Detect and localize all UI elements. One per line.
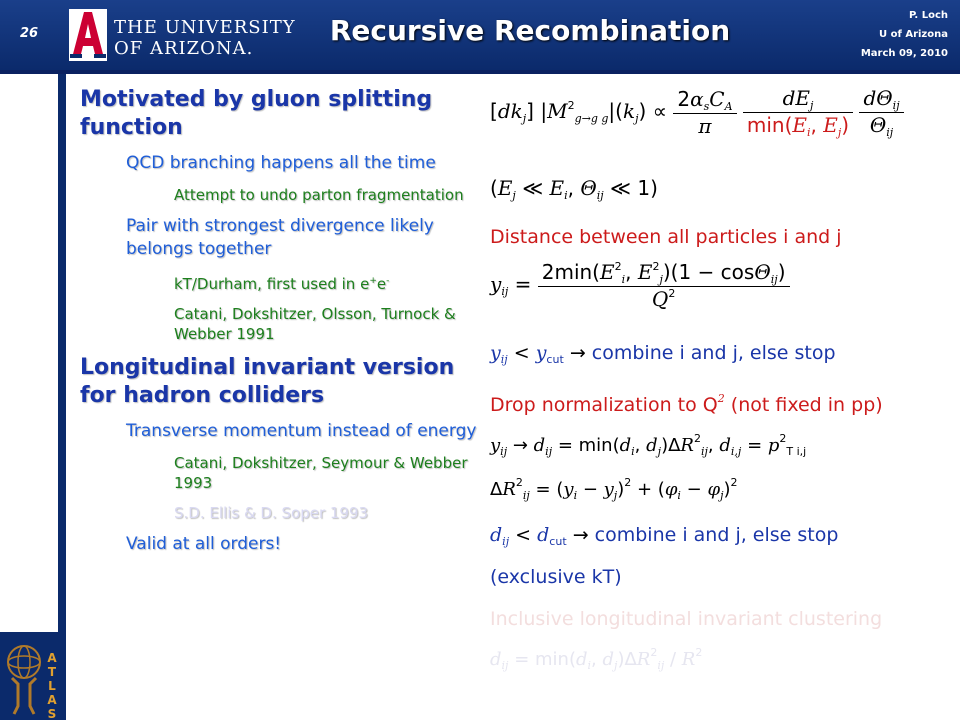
university-logo xyxy=(68,8,296,66)
university-name-line1: THE UNIVERSITY xyxy=(114,17,296,38)
bullet-strongest-divergence: Pair with strongest divergence likely belongs together xyxy=(126,216,434,259)
condition-ycut: $y_{ij} < y_{cut}$ → combine i and j, else stop xyxy=(490,342,836,366)
bullet-all-orders: Valid at all orders! xyxy=(126,534,282,554)
bullet-ellis-soper: S.D. Ellis & D. Soper 1993 xyxy=(174,504,369,522)
text-inclusive: Inclusive longitudinal invariant clustering xyxy=(490,608,883,630)
heading-longitudinal: Longitudinal invariant version for hadron colliders xyxy=(80,355,455,408)
sidebar-divider xyxy=(58,74,66,720)
svg-text:A: A xyxy=(47,693,57,707)
svg-text:L: L xyxy=(48,679,56,693)
text-exclusive-kt: (exclusive kT) xyxy=(490,566,622,588)
svg-text:A: A xyxy=(47,651,57,665)
author: P. Loch xyxy=(908,10,948,21)
text-distance: Distance between all particles i and j xyxy=(490,226,842,248)
equation-yij: $y_{ij}$ = $\frac{2\min(E^2_i, E^2_j)(1 - \cos\Theta_{ij})}{Q^2}$ xyxy=(490,260,790,311)
bullet-undo-fragmentation: Attempt to undo parton fragmentation xyxy=(174,186,464,204)
slide-header xyxy=(0,0,960,74)
bullet-catani-1993: Catani, Dokshitzer, Seymour & Webber 1993 xyxy=(174,454,468,492)
university-a-icon xyxy=(68,8,108,62)
bullet-transverse-momentum: Transverse momentum instead of energy xyxy=(126,421,477,441)
slide-meta xyxy=(861,6,948,63)
math-column xyxy=(484,80,950,710)
slide-number: 26 xyxy=(20,26,39,41)
institution: U of Arizona xyxy=(879,29,948,40)
equation-splitting: $[dk_j] |M^2_{g\to g g}|(k_j)$ ∝ $\frac{2\alpha_sC_A}{\pi}$ $\frac{dE_j}{\min(E_i, E_j)}$ $\frac{d\Theta_{ij}}{\Theta_{ij}}$ xyxy=(490,86,904,139)
bullet-kt-durham: kT/Durham, first used in e+e- xyxy=(174,275,390,293)
svg-text:T: T xyxy=(47,665,57,679)
equation-inclusive-dij: $d_{ij} = \min(d_i$, $d_j)\Delta R^2_{ij} / R^2$ xyxy=(490,646,703,672)
date: March 09, 2010 xyxy=(860,48,948,59)
university-name-line2: OF ARIZONA. xyxy=(114,38,254,59)
text-drop-normalization: Drop normalization to $Q^2$ (not fixed in pp) xyxy=(490,392,883,416)
equation-dij-map: $y_{ij} \to d_{ij} = \min(d_i$, $d_j)\Delta R^2_{ij}$, $d_{i,j} = p^2_{T i,j}$ xyxy=(490,432,807,458)
slide-title: Recursive Recombination xyxy=(329,14,731,47)
atlas-icon xyxy=(0,632,66,720)
bullet-list xyxy=(80,86,480,566)
sidebar xyxy=(0,74,64,720)
equation-deltaR: $\Delta R^2_{ij} = (y_i - y_j)^2 + (\varphi_i - \varphi_j)^2$ xyxy=(490,476,738,502)
condition-dcut: $d_{ij} < d_{cut}$ → combine i and j, else stop xyxy=(490,524,839,548)
atlas-logo xyxy=(0,632,66,720)
heading-gluon-splitting: Motivated by gluon splitting function xyxy=(80,87,433,140)
svg-text:S: S xyxy=(47,707,57,720)
bullet-qcd-branching: QCD branching happens all the time xyxy=(126,153,436,173)
equation-condition: ($E_j$ ≪ $E_i$, $\Theta_{ij}$ ≪ 1) xyxy=(490,176,658,202)
bullet-catani-1991: Catani, Dokshitzer, Olsson, Turnock & Webber 1991 xyxy=(174,305,456,343)
